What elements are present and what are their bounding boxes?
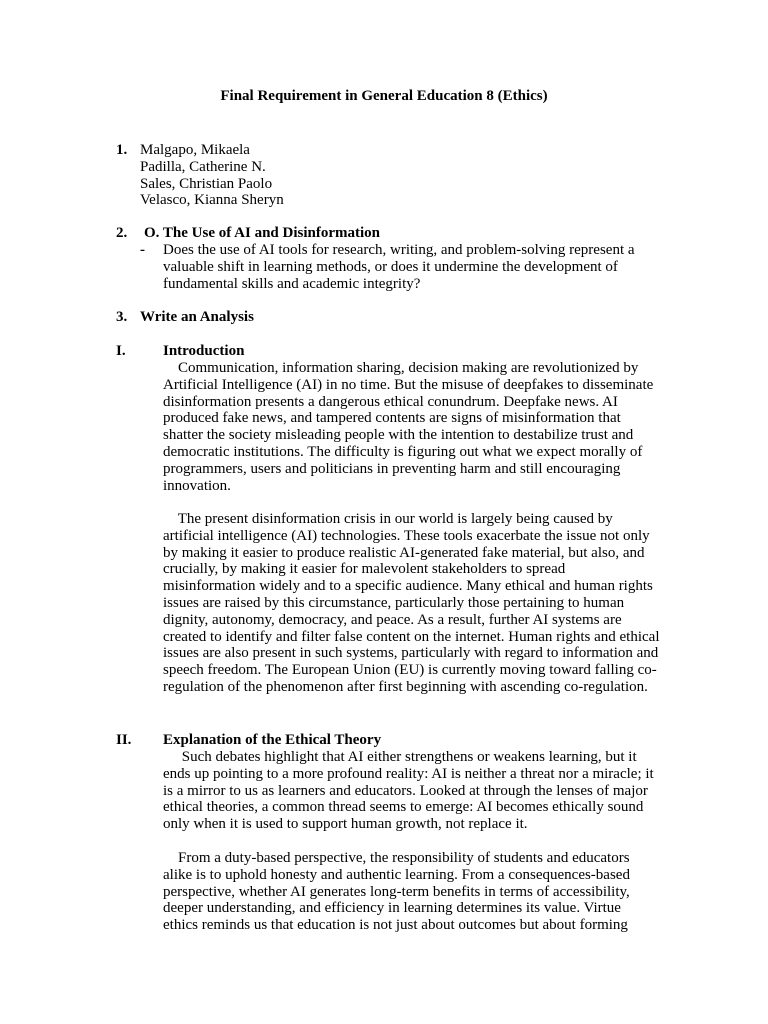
introduction-paragraph-1: Communication, information sharing, decision making are revolutionized by Artificial Intelligence (AI) in no time. But the misuse of deepfakes to disseminate disinformation presents a dangerous ethical conundrum. Deepfake news. AI produced fake news, and tampered contents are signs of misinformation that shatter the society misleading people with the intention to destabilize trust and democratic institutions. The difficulty is figuring out what we expect morally of programmers, users and politicians in preventing harm and still encouraging innovation. [163,360,654,494]
bullet-dash: - [140,242,145,258]
author-name: Malgapo, Mikaela [140,142,250,158]
section-1-heading: Introduction [163,343,245,359]
section-2-heading: Explanation of the Ethical Theory [163,732,382,748]
author-name: Padilla, Catherine N. [140,158,266,175]
section-2-numeral: II. [116,732,132,748]
author-name: Sales, Christian Paolo [140,175,273,192]
item-2-number: 2. [116,225,128,241]
introduction-paragraph-2: The present disinformation crisis in our world is largely being caused by artificial intelligence (AI) technologies. These tools exacerbate the issue not only by making it easier to produce realistic AI-generated fake material, but also, and crucially, by making it easier for malevolent stakeholders to spread misinformation widely and to a specific audience. Many ethical and human rights issues are raised by this circumstance, particularly those pertaining to human dignity, autonomy, democracy, and peace. As a result, further AI systems are created to identify and filter false content on the internet. Human rights and ethical issues are also present in such systems, particularly with regard to information and speech freedom. The European Union (EU) is currently moving toward falling co- regulation of the phenomenon after first beginning with ascending co-regulation. [163,511,660,695]
document-title: Final Requirement in General Education 8 (Ethics) [220,88,548,104]
topic-heading: O. The Use of AI and Disinformation [144,225,381,241]
section-1-numeral: I. [116,343,126,359]
item-1-number: 1. [116,142,128,158]
analysis-heading: Write an Analysis [140,309,254,325]
research-question: Does the use of AI tools for research, writing, and problem-solving represent a valuable shift in learning methods, or does it undermine the development of fundamental skills and academic integrity? [163,242,635,292]
author-name: Velasco, Kianna Sheryn [140,192,284,209]
item-3-number: 3. [116,309,128,325]
ethical-theory-paragraph-2: From a duty-based perspective, the responsibility of students and educators alike is to uphold honesty and authentic learning. From a consequences-based perspective, whether AI generates long-term benefits in terms of accessibility, deeper understanding, and efficiency in learning determines its value. Virtue ethics reminds us that education is not just about outcomes but about forming [163,850,630,934]
author-list [140,142,680,209]
ethical-theory-paragraph-1: Such debates highlight that AI either strengthens or weakens learning, but it ends up pointing to a more profound reality: AI is neither a threat nor a miracle; it is a mirror to us as learners and educators. Looked at through the lenses of major ethical theories, a common thread seems to emerge: AI becomes ethically sound only when it is used to support human growth, not replace it. [163,749,654,833]
